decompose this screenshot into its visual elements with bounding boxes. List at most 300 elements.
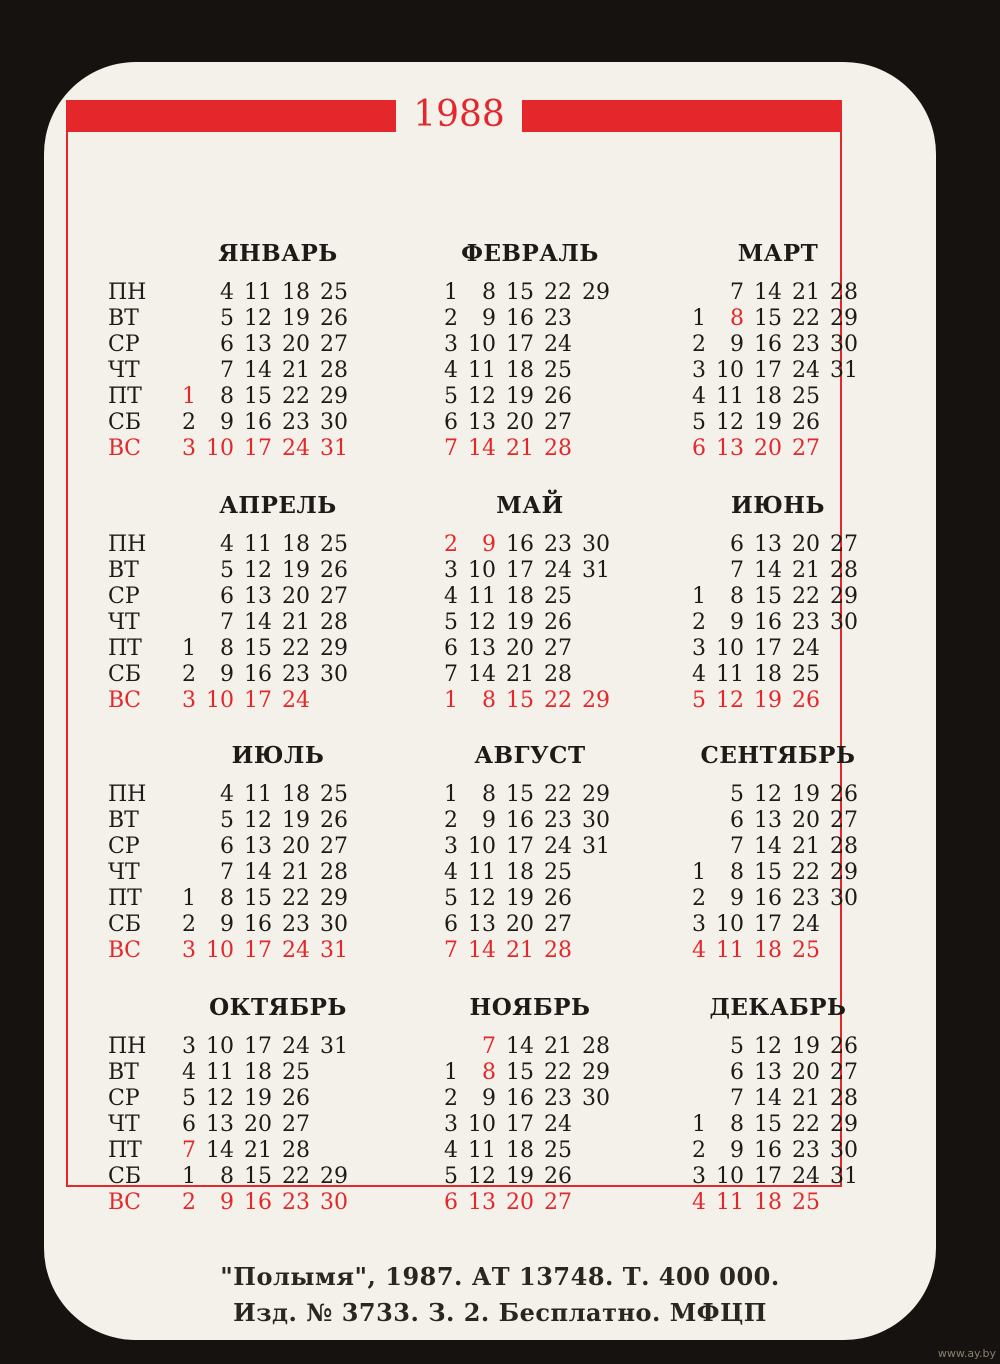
day-cell: 6 <box>730 532 744 557</box>
month-block <box>668 742 888 992</box>
day-cell: 30 <box>830 332 858 357</box>
day-cell: 4 <box>444 860 458 885</box>
day-cell: 23 <box>282 912 310 937</box>
day-cell: 18 <box>506 1138 534 1163</box>
day-cell: 14 <box>754 834 782 859</box>
day-cell: 21 <box>282 610 310 635</box>
day-cell: 6 <box>220 332 234 357</box>
day-cell: 23 <box>544 306 572 331</box>
day-cell: 14 <box>244 358 272 383</box>
day-cell: 10 <box>206 1034 234 1059</box>
day-cell: 29 <box>830 584 858 609</box>
day-cell: 29 <box>582 1060 610 1085</box>
day-cell: 28 <box>320 610 348 635</box>
day-cell: 16 <box>754 886 782 911</box>
day-cell: 26 <box>282 1086 310 1111</box>
day-cell: 19 <box>282 808 310 833</box>
day-cell: 30 <box>320 410 348 435</box>
weekday-label: ПТ <box>108 636 142 661</box>
day-cell: 26 <box>792 688 820 713</box>
day-cell: 7 <box>444 436 458 461</box>
day-cell: 7 <box>730 1086 744 1111</box>
day-cell: 18 <box>282 532 310 557</box>
weekday-label: СР <box>108 332 140 357</box>
day-cell: 16 <box>244 662 272 687</box>
day-cell: 7 <box>444 938 458 963</box>
day-cell: 29 <box>320 886 348 911</box>
day-cell: 11 <box>468 358 496 383</box>
day-cell: 20 <box>282 584 310 609</box>
day-cell: 2 <box>182 1190 196 1215</box>
day-cell: 5 <box>730 1034 744 1059</box>
day-cell: 27 <box>320 332 348 357</box>
day-cell: 1 <box>692 584 706 609</box>
day-cell: 26 <box>544 610 572 635</box>
day-cell: 28 <box>282 1138 310 1163</box>
day-cell: 17 <box>506 558 534 583</box>
day-cell: 16 <box>754 332 782 357</box>
day-cell: 15 <box>506 782 534 807</box>
day-cell: 30 <box>830 886 858 911</box>
day-cell: 3 <box>182 688 196 713</box>
day-cell: 3 <box>182 436 196 461</box>
header-bar-right <box>522 100 842 132</box>
day-cell: 25 <box>544 1138 572 1163</box>
day-cell: 6 <box>444 1190 458 1215</box>
day-cell: 4 <box>692 938 706 963</box>
month-name: МАЙ <box>496 492 564 519</box>
day-cell: 11 <box>716 662 744 687</box>
day-cell: 9 <box>220 410 234 435</box>
month-block <box>668 994 888 1244</box>
day-cell: 24 <box>282 436 310 461</box>
day-cell: 14 <box>244 860 272 885</box>
day-cell: 24 <box>544 1112 572 1137</box>
month-block <box>108 742 388 992</box>
day-cell: 16 <box>506 808 534 833</box>
day-cell: 14 <box>754 280 782 305</box>
day-cell: 30 <box>830 610 858 635</box>
day-cell: 21 <box>544 1034 572 1059</box>
day-cell: 20 <box>506 410 534 435</box>
month-block <box>420 742 640 992</box>
day-cell: 20 <box>282 834 310 859</box>
day-cell: 20 <box>792 532 820 557</box>
weekday-label: СБ <box>108 912 141 937</box>
day-cell: 17 <box>506 1112 534 1137</box>
day-cell: 12 <box>716 688 744 713</box>
day-cell: 14 <box>754 558 782 583</box>
month-name: ЯНВАРЬ <box>218 240 338 267</box>
day-cell: 9 <box>730 610 744 635</box>
day-cell: 1 <box>182 384 196 409</box>
day-cell: 19 <box>506 886 534 911</box>
day-cell: 24 <box>544 834 572 859</box>
day-cell: 20 <box>282 332 310 357</box>
day-cell: 8 <box>482 688 496 713</box>
day-cell: 7 <box>220 358 234 383</box>
day-cell: 3 <box>444 834 458 859</box>
day-cell: 18 <box>506 358 534 383</box>
day-cell: 9 <box>482 532 496 557</box>
day-cell: 12 <box>468 384 496 409</box>
day-cell: 20 <box>244 1112 272 1137</box>
day-cell: 15 <box>754 306 782 331</box>
day-cell: 23 <box>792 886 820 911</box>
day-cell: 29 <box>830 306 858 331</box>
day-cell: 9 <box>482 306 496 331</box>
day-cell: 3 <box>692 912 706 937</box>
day-cell: 8 <box>220 1164 234 1189</box>
day-cell: 24 <box>792 358 820 383</box>
day-cell: 1 <box>444 280 458 305</box>
day-cell: 18 <box>244 1060 272 1085</box>
day-cell: 27 <box>544 410 572 435</box>
day-cell: 2 <box>692 1138 706 1163</box>
day-cell: 16 <box>244 912 272 937</box>
month-name: ИЮНЬ <box>730 492 826 519</box>
day-cell: 25 <box>544 584 572 609</box>
day-cell: 13 <box>468 636 496 661</box>
day-cell: 5 <box>182 1086 196 1111</box>
day-cell: 4 <box>182 1060 196 1085</box>
month-block <box>420 994 640 1244</box>
day-cell: 23 <box>792 610 820 635</box>
day-cell: 3 <box>444 1112 458 1137</box>
day-cell: 12 <box>244 808 272 833</box>
day-cell: 10 <box>716 358 744 383</box>
day-cell: 13 <box>244 584 272 609</box>
day-cell: 4 <box>220 532 234 557</box>
day-cell: 28 <box>830 280 858 305</box>
day-cell: 15 <box>506 1060 534 1085</box>
day-cell: 16 <box>244 410 272 435</box>
day-cell: 1 <box>692 306 706 331</box>
day-cell: 25 <box>320 280 348 305</box>
day-cell: 30 <box>582 532 610 557</box>
day-cell: 8 <box>220 636 234 661</box>
day-cell: 9 <box>220 662 234 687</box>
day-cell: 27 <box>320 834 348 859</box>
day-cell: 30 <box>582 808 610 833</box>
day-cell: 16 <box>244 1190 272 1215</box>
day-cell: 8 <box>482 1060 496 1085</box>
day-cell: 18 <box>754 384 782 409</box>
day-cell: 8 <box>482 782 496 807</box>
day-cell: 10 <box>468 332 496 357</box>
day-cell: 7 <box>730 834 744 859</box>
day-cell: 13 <box>754 1060 782 1085</box>
day-cell: 20 <box>792 1060 820 1085</box>
day-cell: 13 <box>244 332 272 357</box>
day-cell: 5 <box>444 610 458 635</box>
day-cell: 19 <box>506 1164 534 1189</box>
day-cell: 5 <box>220 306 234 331</box>
day-cell: 26 <box>544 384 572 409</box>
month-block <box>668 492 888 742</box>
day-cell: 6 <box>692 436 706 461</box>
day-cell: 1 <box>182 886 196 911</box>
day-cell: 8 <box>730 306 744 331</box>
day-cell: 11 <box>468 1138 496 1163</box>
day-cell: 17 <box>244 1034 272 1059</box>
month-block <box>668 240 888 490</box>
day-cell: 27 <box>792 436 820 461</box>
day-cell: 15 <box>244 636 272 661</box>
day-cell: 23 <box>282 410 310 435</box>
day-cell: 12 <box>716 410 744 435</box>
day-cell: 15 <box>754 584 782 609</box>
weekday-label: СР <box>108 834 140 859</box>
day-cell: 15 <box>754 1112 782 1137</box>
publisher-line: "Полымя", 1987. АТ 13748. Т. 400 000. <box>220 1262 780 1291</box>
day-cell: 4 <box>692 384 706 409</box>
day-cell: 18 <box>754 1190 782 1215</box>
day-cell: 24 <box>544 558 572 583</box>
day-cell: 22 <box>792 306 820 331</box>
day-cell: 22 <box>282 636 310 661</box>
weekday-label: СБ <box>108 410 141 435</box>
day-cell: 18 <box>506 584 534 609</box>
day-cell: 22 <box>792 584 820 609</box>
day-cell: 10 <box>468 834 496 859</box>
day-cell: 31 <box>582 558 610 583</box>
day-cell: 29 <box>320 384 348 409</box>
day-cell: 22 <box>792 1112 820 1137</box>
month-name: ДЕКАБРЬ <box>709 994 847 1021</box>
weekday-label: ПТ <box>108 1138 142 1163</box>
day-cell: 2 <box>692 610 706 635</box>
day-cell: 12 <box>206 1086 234 1111</box>
day-cell: 25 <box>320 532 348 557</box>
day-cell: 8 <box>220 384 234 409</box>
day-cell: 11 <box>468 860 496 885</box>
weekday-label: ВТ <box>108 558 139 583</box>
day-cell: 29 <box>320 636 348 661</box>
day-cell: 4 <box>220 782 234 807</box>
day-cell: 6 <box>730 808 744 833</box>
day-cell: 27 <box>830 532 858 557</box>
day-cell: 22 <box>792 860 820 885</box>
day-cell: 29 <box>582 280 610 305</box>
day-cell: 23 <box>544 808 572 833</box>
day-cell: 7 <box>182 1138 196 1163</box>
day-cell: 5 <box>444 384 458 409</box>
day-cell: 12 <box>468 886 496 911</box>
day-cell: 16 <box>506 532 534 557</box>
day-cell: 16 <box>506 1086 534 1111</box>
day-cell: 29 <box>320 1164 348 1189</box>
day-cell: 25 <box>544 358 572 383</box>
day-cell: 17 <box>506 834 534 859</box>
day-cell: 21 <box>792 1086 820 1111</box>
day-cell: 28 <box>544 662 572 687</box>
day-cell: 8 <box>220 886 234 911</box>
weekday-label: ВТ <box>108 306 139 331</box>
day-cell: 25 <box>544 860 572 885</box>
day-cell: 8 <box>730 1112 744 1137</box>
day-cell: 6 <box>730 1060 744 1085</box>
day-cell: 14 <box>468 436 496 461</box>
day-cell: 17 <box>754 636 782 661</box>
day-cell: 2 <box>444 808 458 833</box>
day-cell: 22 <box>544 1060 572 1085</box>
weekday-label: ЧТ <box>108 860 140 885</box>
day-cell: 10 <box>716 912 744 937</box>
day-cell: 17 <box>244 688 272 713</box>
day-cell: 10 <box>206 436 234 461</box>
day-cell: 5 <box>692 410 706 435</box>
day-cell: 9 <box>730 1138 744 1163</box>
day-cell: 3 <box>692 1164 706 1189</box>
day-cell: 6 <box>444 410 458 435</box>
day-cell: 7 <box>482 1034 496 1059</box>
day-cell: 7 <box>220 860 234 885</box>
weekday-label: ПН <box>108 782 147 807</box>
day-cell: 21 <box>244 1138 272 1163</box>
day-cell: 16 <box>754 1138 782 1163</box>
day-cell: 8 <box>482 280 496 305</box>
day-cell: 2 <box>444 1086 458 1111</box>
day-cell: 30 <box>320 1190 348 1215</box>
day-cell: 11 <box>244 782 272 807</box>
day-cell: 26 <box>544 886 572 911</box>
day-cell: 30 <box>582 1086 610 1111</box>
day-cell: 1 <box>444 1060 458 1085</box>
day-cell: 22 <box>544 280 572 305</box>
day-cell: 2 <box>444 306 458 331</box>
day-cell: 20 <box>506 636 534 661</box>
month-block <box>108 994 388 1244</box>
weekday-label: СР <box>108 584 140 609</box>
day-cell: 22 <box>282 886 310 911</box>
day-cell: 15 <box>244 886 272 911</box>
day-cell: 27 <box>282 1112 310 1137</box>
day-cell: 9 <box>220 912 234 937</box>
day-cell: 17 <box>244 436 272 461</box>
day-cell: 27 <box>830 808 858 833</box>
day-cell: 17 <box>754 358 782 383</box>
day-cell: 21 <box>792 834 820 859</box>
day-cell: 1 <box>182 1164 196 1189</box>
day-cell: 21 <box>506 662 534 687</box>
day-cell: 2 <box>444 532 458 557</box>
day-cell: 17 <box>244 938 272 963</box>
day-cell: 19 <box>792 782 820 807</box>
day-cell: 27 <box>544 1190 572 1215</box>
day-cell: 13 <box>468 912 496 937</box>
day-cell: 28 <box>830 834 858 859</box>
watermark: www.ay.by <box>937 1347 996 1360</box>
weekday-label: СБ <box>108 1164 141 1189</box>
day-cell: 31 <box>320 1034 348 1059</box>
day-cell: 15 <box>244 1164 272 1189</box>
day-cell: 15 <box>754 860 782 885</box>
day-cell: 3 <box>444 332 458 357</box>
day-cell: 4 <box>692 662 706 687</box>
day-cell: 19 <box>754 410 782 435</box>
day-cell: 2 <box>692 332 706 357</box>
day-cell: 14 <box>244 610 272 635</box>
day-cell: 10 <box>206 938 234 963</box>
weekday-label: ЧТ <box>108 610 140 635</box>
day-cell: 21 <box>282 860 310 885</box>
day-cell: 9 <box>220 1190 234 1215</box>
month-name: ИЮЛЬ <box>231 742 325 769</box>
day-cell: 22 <box>282 384 310 409</box>
day-cell: 4 <box>692 1190 706 1215</box>
day-cell: 3 <box>182 1034 196 1059</box>
day-cell: 6 <box>444 636 458 661</box>
day-cell: 3 <box>692 358 706 383</box>
day-cell: 25 <box>792 662 820 687</box>
day-cell: 3 <box>182 938 196 963</box>
day-cell: 14 <box>206 1138 234 1163</box>
day-cell: 23 <box>544 1086 572 1111</box>
day-cell: 23 <box>544 532 572 557</box>
day-cell: 17 <box>506 332 534 357</box>
weekday-label: СР <box>108 1086 140 1111</box>
day-cell: 18 <box>282 280 310 305</box>
day-cell: 22 <box>544 688 572 713</box>
header-bar-left <box>66 100 396 132</box>
day-cell: 1 <box>444 782 458 807</box>
day-cell: 6 <box>444 912 458 937</box>
day-cell: 22 <box>544 782 572 807</box>
month-name: ФЕВРАЛЬ <box>461 240 599 267</box>
weekday-label: СБ <box>108 662 141 687</box>
day-cell: 26 <box>830 1034 858 1059</box>
day-cell: 14 <box>754 1086 782 1111</box>
day-cell: 12 <box>468 610 496 635</box>
day-cell: 19 <box>754 688 782 713</box>
day-cell: 25 <box>282 1060 310 1085</box>
day-cell: 28 <box>320 860 348 885</box>
year-title: 1988 <box>413 94 505 135</box>
day-cell: 3 <box>444 558 458 583</box>
day-cell: 7 <box>730 280 744 305</box>
day-cell: 6 <box>182 1112 196 1137</box>
day-cell: 20 <box>506 912 534 937</box>
day-cell: 4 <box>444 1138 458 1163</box>
day-cell: 17 <box>754 1164 782 1189</box>
month-block <box>108 240 388 490</box>
day-cell: 18 <box>754 662 782 687</box>
day-cell: 28 <box>830 558 858 583</box>
month-block <box>108 492 388 742</box>
day-cell: 10 <box>206 688 234 713</box>
day-cell: 12 <box>244 306 272 331</box>
weekday-label: ПТ <box>108 384 142 409</box>
weekday-label: ВТ <box>108 808 139 833</box>
day-cell: 6 <box>220 834 234 859</box>
day-cell: 5 <box>220 808 234 833</box>
month-name: АПРЕЛЬ <box>219 492 337 519</box>
weekday-label: ВС <box>108 1190 141 1215</box>
day-cell: 11 <box>206 1060 234 1085</box>
month-block <box>420 240 640 490</box>
day-cell: 19 <box>244 1086 272 1111</box>
day-cell: 9 <box>482 808 496 833</box>
day-cell: 26 <box>544 1164 572 1189</box>
day-cell: 31 <box>320 436 348 461</box>
day-cell: 1 <box>692 860 706 885</box>
day-cell: 10 <box>716 1164 744 1189</box>
month-name: СЕНТЯБРЬ <box>700 742 856 769</box>
day-cell: 30 <box>320 912 348 937</box>
day-cell: 29 <box>582 782 610 807</box>
day-cell: 23 <box>792 332 820 357</box>
